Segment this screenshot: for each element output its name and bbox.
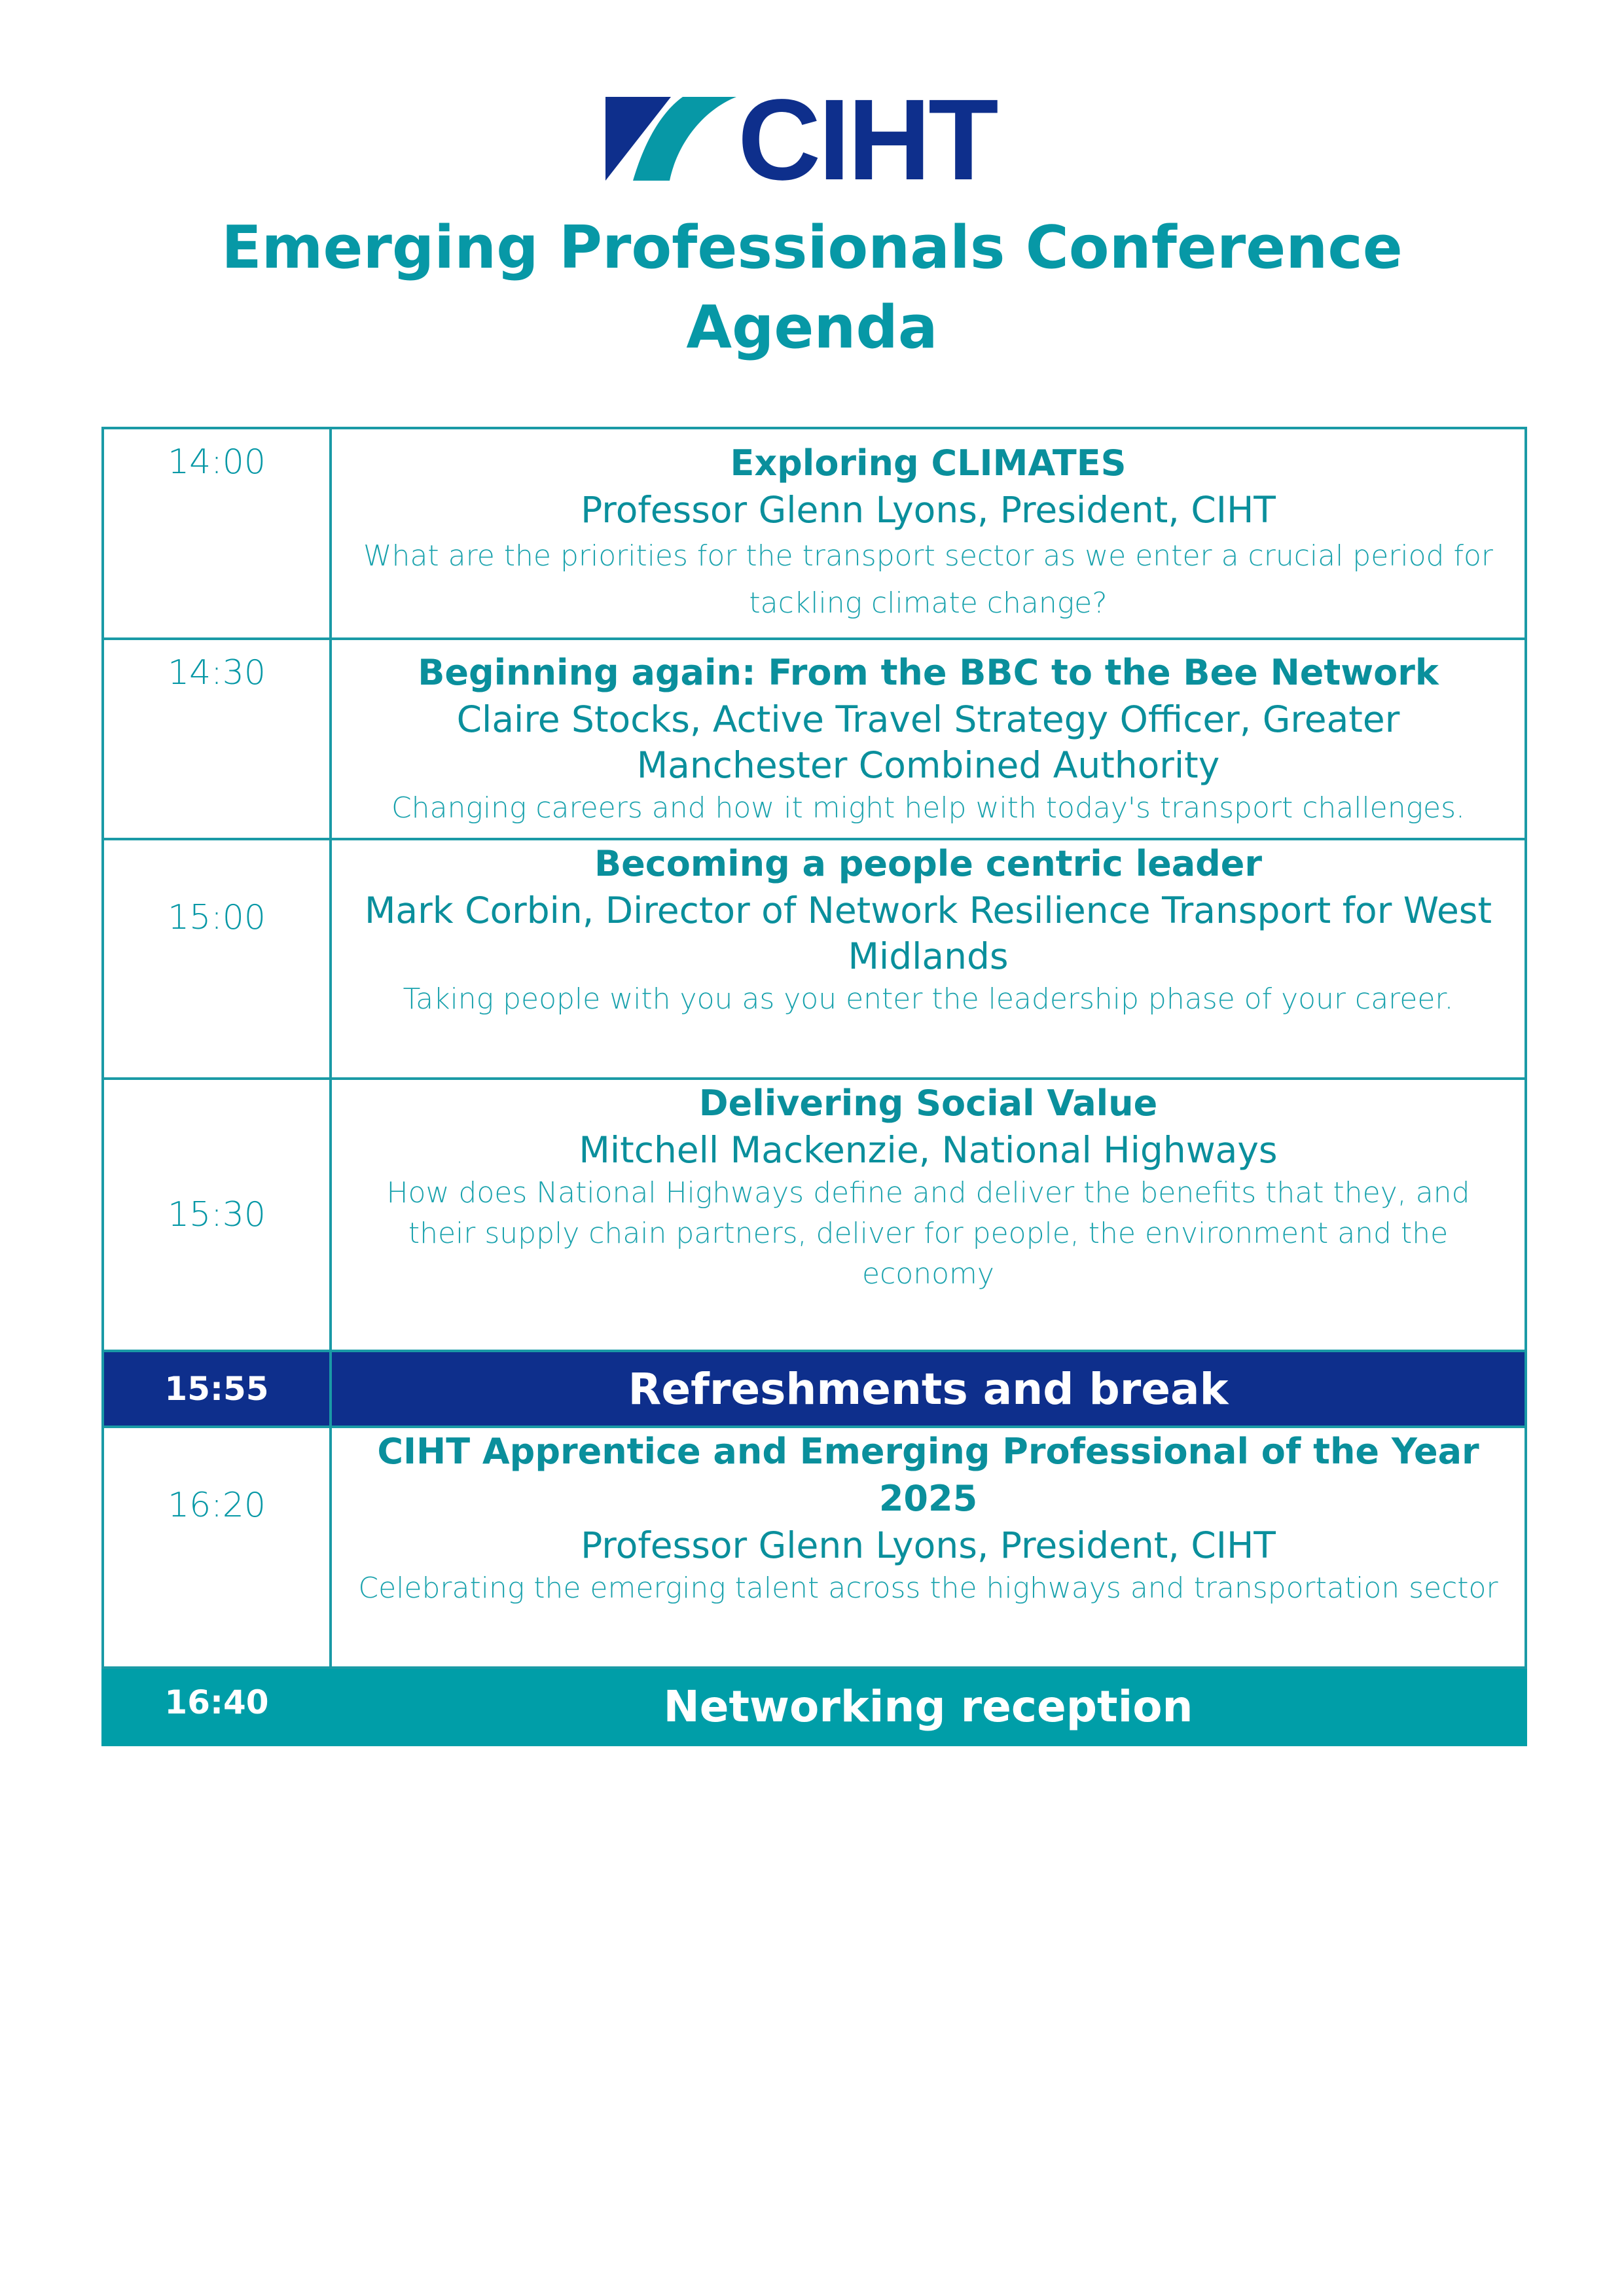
break-label: Refreshments and break bbox=[331, 1351, 1526, 1427]
agenda-row bbox=[103, 839, 1526, 1079]
session-description: How does National Highways define and deliver the benefits that they, and their supply chain partners, deliver for people, the environment and the economy bbox=[386, 1176, 1470, 1291]
session-description: Changing careers and how it might help with today's transport challenges. bbox=[391, 791, 1466, 825]
session-time: 15:30 bbox=[103, 1079, 331, 1351]
session-speaker: Claire Stocks, Active Travel Strategy Officer, Greater Manchester Combined Authority bbox=[456, 698, 1400, 786]
session-details bbox=[331, 1079, 1526, 1351]
break-time: 15:55 bbox=[103, 1351, 331, 1427]
session-speaker: Professor Glenn Lyons, President, CIHT bbox=[581, 1524, 1276, 1566]
session-details bbox=[331, 1427, 1526, 1668]
page-title: Emerging Professionals Conference bbox=[221, 213, 1403, 282]
session-details bbox=[331, 428, 1526, 639]
agenda-table bbox=[101, 427, 1527, 1746]
session-title: Beginning again: From the BBC to the Bee Network bbox=[418, 652, 1439, 693]
page-subtitle: Agenda bbox=[686, 293, 938, 362]
session-description: Celebrating the emerging talent across the highways and transportation sector bbox=[358, 1571, 1498, 1605]
road-swoosh-icon bbox=[605, 97, 736, 185]
session-title: Exploring CLIMATES bbox=[730, 442, 1127, 484]
ciht-logo bbox=[605, 76, 1024, 204]
session-time: 16:20 bbox=[103, 1427, 331, 1668]
session-speaker: Mitchell Mackenzie, National Highways bbox=[579, 1129, 1278, 1171]
agenda-row bbox=[103, 428, 1526, 639]
networking-label: Networking reception bbox=[331, 1668, 1526, 1745]
agenda-row bbox=[103, 1079, 1526, 1351]
session-time: 14:30 bbox=[103, 639, 331, 839]
session-title: Delivering Social Value bbox=[698, 1083, 1158, 1124]
agenda-row bbox=[103, 1427, 1526, 1668]
session-time: 14:00 bbox=[103, 428, 331, 639]
session-speaker: Mark Corbin, Director of Network Resilience Transport for West Midlands bbox=[364, 889, 1492, 977]
session-speaker: Professor Glenn Lyons, President, CIHT bbox=[581, 489, 1276, 531]
session-details bbox=[331, 839, 1526, 1079]
agenda-row bbox=[103, 639, 1526, 839]
session-description: Taking people with you as you enter the leadership phase of your career. bbox=[403, 982, 1454, 1016]
logo-wordmark: CIHT bbox=[738, 76, 996, 204]
session-title: Becoming a people centric leader bbox=[594, 843, 1263, 884]
session-title: CIHT Apprentice and Emerging Professional of the Year 2025 bbox=[377, 1431, 1479, 1519]
session-details bbox=[331, 639, 1526, 839]
session-time: 15:00 bbox=[103, 839, 331, 1079]
networking-row bbox=[103, 1668, 1526, 1745]
session-description: What are the priorities for the transport sector as we enter a crucial period for tackling climate change? bbox=[363, 539, 1493, 620]
networking-time: 16:40 bbox=[103, 1668, 331, 1745]
break-row bbox=[103, 1351, 1526, 1427]
